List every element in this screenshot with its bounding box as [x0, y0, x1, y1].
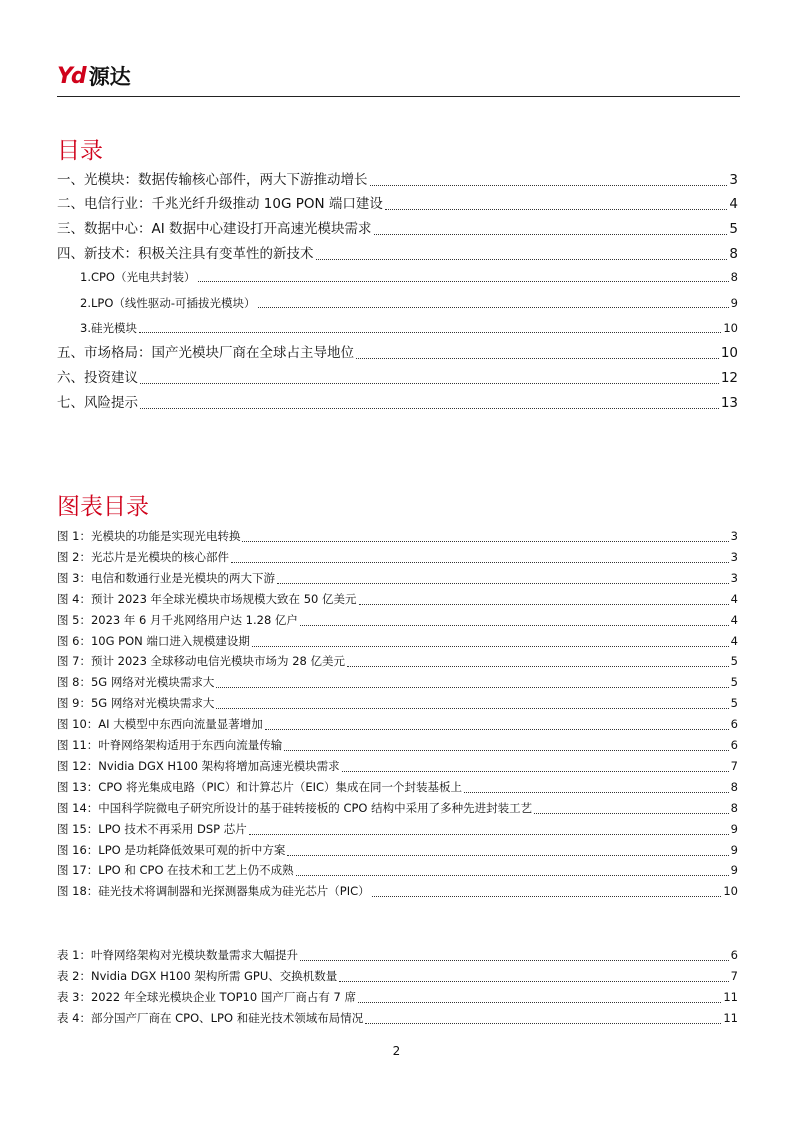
figure-entry-page: 6: [730, 717, 738, 732]
table-entry-label: 表 4：部分国产厂商在 CPO、LPO 和硅光技术领域布局情况: [57, 1011, 364, 1025]
figures-title: 图表目录: [57, 494, 149, 520]
dot-leader: [385, 208, 728, 210]
figure-entry[interactable]: [57, 758, 738, 775]
figure-entry-label: 图 16：LPO 是功耗降低效果可观的折中方案: [57, 842, 286, 857]
figure-entry-label: 图 7：预计 2023 全球移动电信光模块市场为 28 亿美元: [57, 654, 345, 669]
page-header: [57, 60, 740, 97]
toc-entry-page: 13: [720, 395, 738, 411]
toc-entry-label: 一、光模块：数据传输核心部件，两大下游推动增长: [57, 172, 368, 188]
toc-entry-label: 3.硅光模块: [80, 321, 137, 335]
table-entry-label: 表 1：叶脊网络架构对光模块数量需求大幅提升: [57, 948, 298, 962]
figure-entry-label: 图 11：叶脊网络架构适用于东西向流量传输: [57, 738, 283, 752]
figure-entry[interactable]: [57, 883, 738, 900]
table-entry-page: 6: [730, 948, 738, 962]
figure-entry[interactable]: [57, 862, 738, 879]
table-entry-page: 11: [723, 990, 738, 1004]
company-logo: [57, 62, 131, 90]
figure-entry-label: 图 6：10G PON 端口进入规模建设期: [57, 633, 250, 648]
figure-entry-label: 图 12：Nvidia DGX H100 架构将增加高速光模块需求: [57, 758, 340, 773]
dot-leader: [356, 357, 719, 359]
figure-entry-page: 5: [730, 696, 738, 711]
toc-entry[interactable]: [57, 268, 738, 286]
dot-leader: [140, 407, 719, 409]
figure-entry[interactable]: [57, 549, 738, 566]
dot-leader: [277, 582, 729, 584]
dot-leader: [140, 382, 719, 384]
dot-leader: [374, 233, 728, 235]
dot-leader: [216, 707, 728, 709]
toc-entry-page: 4: [729, 196, 738, 212]
figure-entry-label: 图 1：光模块的功能是实现光电转换: [57, 529, 241, 543]
figure-entry-page: 9: [730, 842, 738, 857]
dot-leader: [358, 1001, 721, 1003]
toc-entry-page: 10: [723, 321, 738, 335]
logo-text: 源达: [88, 65, 131, 89]
table-entry[interactable]: [57, 947, 738, 964]
toc-entry-label: 1.CPO（光电共封装）: [80, 270, 196, 284]
figure-entry-label: 图 9：5G 网络对光模块需求大: [57, 696, 215, 711]
toc-title: 目录: [57, 138, 103, 164]
dot-leader: [372, 895, 722, 897]
figure-entry-page: 9: [730, 863, 738, 878]
dot-leader: [365, 1022, 721, 1024]
figure-entry[interactable]: [57, 716, 738, 733]
figure-entry[interactable]: [57, 737, 738, 754]
table-entry-label: 表 3：2022 年全球光模块企业 TOP10 国产厂商占有 7 席: [57, 990, 356, 1004]
toc-entry[interactable]: [57, 319, 738, 337]
dot-leader: [242, 540, 728, 542]
toc-entry[interactable]: [57, 170, 738, 190]
toc-entry-page: 9: [730, 296, 738, 310]
figure-entry-page: 5: [730, 654, 738, 669]
figure-entry[interactable]: [57, 842, 738, 859]
toc-entry[interactable]: [57, 244, 738, 264]
figure-entry[interactable]: [57, 695, 738, 712]
figure-entry-page: 3: [730, 549, 738, 564]
figure-entry[interactable]: [57, 570, 738, 587]
dot-leader: [534, 812, 729, 814]
figure-entry-label: 图 10：AI 大模型中东西向流量显著增加: [57, 717, 263, 732]
dot-leader: [249, 833, 729, 835]
toc-entry-label: 七、风险提示: [57, 395, 138, 411]
table-entry-label: 表 2：Nvidia DGX H100 架构所需 GPU、交换机数量: [57, 969, 338, 983]
page-number: 2: [392, 1044, 401, 1058]
toc-entry-page: 8: [729, 246, 738, 262]
figure-entry-label: 图 14：中国科学院微电子研究所设计的基于硅转接板的 CPO 结构中采用了多种先进封装工艺: [57, 800, 533, 815]
figure-entry-label: 图 15：LPO 技术不再采用 DSP 芯片: [57, 821, 247, 836]
figure-entry-page: 4: [730, 612, 738, 627]
toc-entry-page: 5: [729, 221, 738, 237]
figure-entry-page: 4: [730, 633, 738, 648]
table-entry-page: 11: [723, 1011, 738, 1025]
figure-entry-page: 9: [730, 821, 738, 836]
toc-entry-label: 五、市场格局：国产光模块厂商在全球占主导地位: [57, 345, 354, 361]
logo-mark: Yd: [57, 63, 85, 89]
toc-entry-label: 2.LPO（线性驱动-可插拔光模块）: [80, 296, 256, 310]
table-entry[interactable]: [57, 1010, 738, 1027]
toc-entry-page: 3: [729, 172, 738, 188]
toc-entry[interactable]: [57, 393, 738, 413]
dot-leader: [316, 258, 728, 260]
figure-entry[interactable]: [57, 528, 738, 545]
dot-leader: [300, 624, 729, 626]
dot-leader: [252, 645, 729, 647]
figure-entry-page: 6: [730, 738, 738, 752]
figure-entry-label: 图 13：CPO 将光集成电路（PIC）和计算芯片（EIC）集成在同一个封装基板上: [57, 779, 463, 794]
figure-entry-page: 3: [730, 570, 738, 585]
figure-entry-page: 3: [730, 529, 738, 543]
figure-entry[interactable]: [57, 821, 738, 838]
dot-leader: [139, 331, 721, 333]
figure-entry-label: 图 18：硅光技术将调制器和光探测器集成为硅光芯片（PIC）: [57, 884, 370, 899]
dot-leader: [464, 791, 729, 793]
toc-entry-label: 二、电信行业：千兆光纤升级推动 10G PON 端口建设: [57, 196, 383, 212]
toc-entry-page: 12: [720, 370, 738, 386]
figure-entry-label: 图 17：LPO 和 CPO 在技术和工艺上仍不成熟: [57, 863, 294, 878]
toc-entry-label: 六、投资建议: [57, 370, 138, 386]
dot-leader: [300, 959, 729, 961]
figure-entry-label: 图 8：5G 网络对光模块需求大: [57, 675, 215, 690]
figure-entry-page: 10: [723, 884, 738, 899]
figure-entry[interactable]: [57, 779, 738, 796]
dot-leader: [258, 306, 729, 308]
figure-entry-label: 图 5：2023 年 6 月千兆网络用户达 1.28 亿户: [57, 612, 298, 627]
dot-leader: [370, 184, 728, 186]
figure-entry[interactable]: [57, 591, 738, 608]
figure-entry-label: 图 2：光芯片是光模块的核心部件: [57, 549, 229, 564]
figure-entry[interactable]: [57, 800, 738, 817]
dot-leader: [198, 280, 729, 282]
table-entry[interactable]: [57, 968, 738, 985]
dot-leader: [359, 603, 729, 605]
figure-entry[interactable]: [57, 633, 738, 650]
toc-entry[interactable]: [57, 194, 738, 214]
dot-leader: [284, 749, 728, 751]
table-entry-page: 7: [730, 969, 738, 983]
figure-entry-page: 4: [730, 591, 738, 606]
dot-leader: [296, 874, 729, 876]
toc-entry[interactable]: [57, 219, 738, 239]
figure-entry-label: 图 3：电信和数通行业是光模块的两大下游: [57, 570, 275, 585]
figure-entry-page: 5: [730, 675, 738, 690]
dot-leader: [265, 728, 729, 730]
dot-leader: [231, 561, 729, 563]
dot-leader: [287, 854, 728, 856]
figure-entry-page: 8: [730, 800, 738, 815]
toc-entry[interactable]: [57, 368, 738, 388]
toc-entry-page: 10: [720, 345, 738, 361]
dot-leader: [216, 686, 728, 688]
dot-leader: [339, 980, 728, 982]
figure-entry[interactable]: [57, 674, 738, 691]
toc-entry-label: 四、新技术：积极关注具有变革性的新技术: [57, 246, 314, 262]
figure-entry-page: 7: [730, 758, 738, 773]
figure-entry-page: 8: [730, 779, 738, 794]
table-entry[interactable]: [57, 989, 738, 1006]
toc-entry-page: 8: [730, 270, 738, 284]
toc-entry-label: 三、数据中心：AI 数据中心建设打开高速光模块需求: [57, 221, 372, 237]
figure-entry[interactable]: [57, 612, 738, 629]
dot-leader: [347, 665, 729, 667]
figure-entry[interactable]: [57, 653, 738, 670]
dot-leader: [342, 770, 729, 772]
figure-entry-label: 图 4：预计 2023 年全球光模块市场规模大致在 50 亿美元: [57, 591, 357, 606]
toc-entry[interactable]: [57, 343, 738, 363]
toc-entry[interactable]: [57, 294, 738, 312]
